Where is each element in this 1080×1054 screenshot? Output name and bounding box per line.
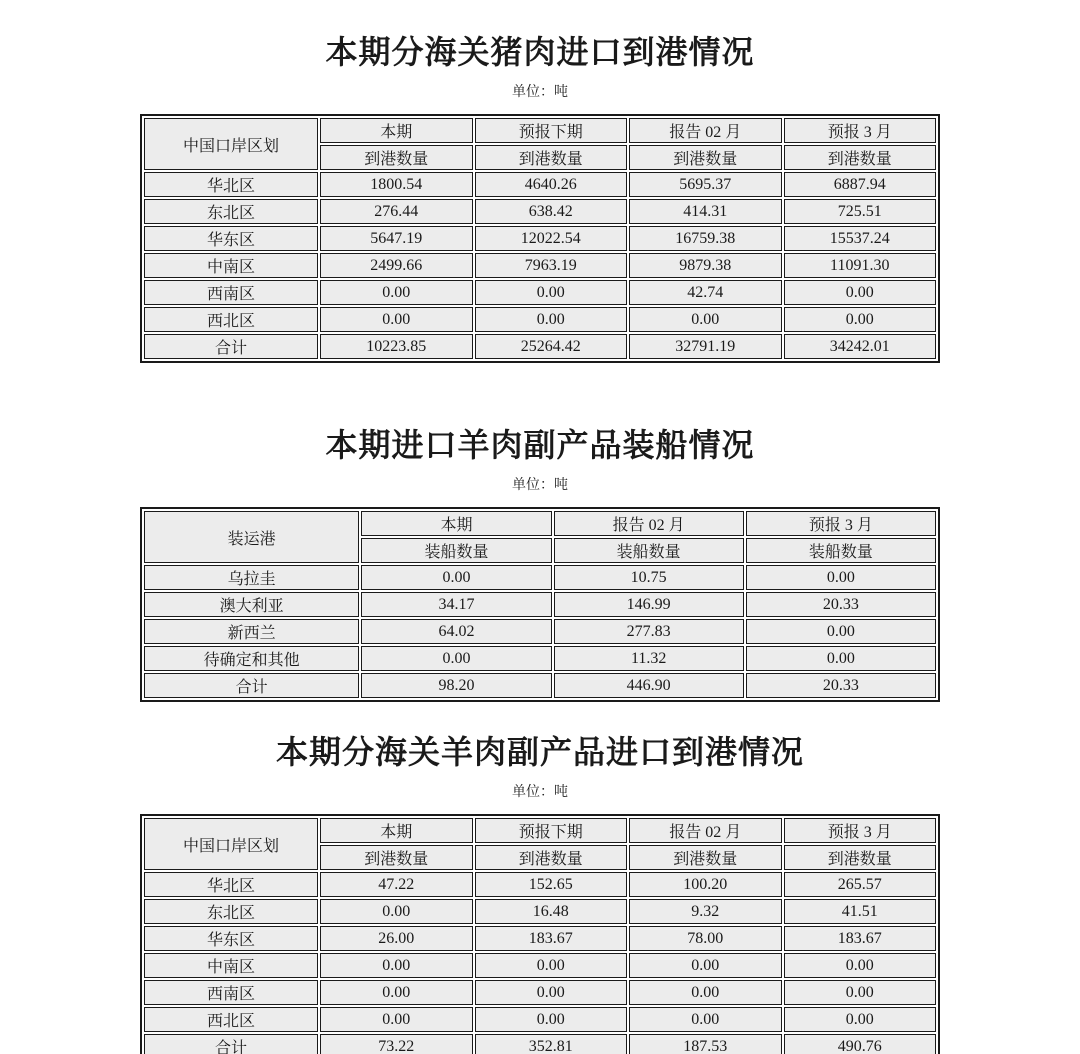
table-row <box>144 646 936 671</box>
value-cell: 0.00 <box>320 1007 472 1032</box>
value-cell: 26.00 <box>320 926 472 951</box>
value-cell: 10.75 <box>554 565 744 590</box>
value-cell: 0.00 <box>784 307 937 332</box>
value-cell: 64.02 <box>361 619 551 644</box>
value-cell: 98.20 <box>361 673 551 698</box>
value-cell: 42.74 <box>629 280 781 305</box>
value-cell: 25264.42 <box>475 334 627 359</box>
value-cell: 11.32 <box>554 646 744 671</box>
table-row <box>144 199 936 224</box>
value-cell: 0.00 <box>475 953 627 978</box>
column-header-cell: 预报 3 月 <box>746 511 936 536</box>
value-cell: 0.00 <box>475 280 627 305</box>
value-cell: 0.00 <box>475 980 627 1005</box>
value-cell: 0.00 <box>475 1007 627 1032</box>
table-row <box>144 592 936 617</box>
table-row <box>144 307 936 332</box>
value-cell: 5647.19 <box>320 226 472 251</box>
document-content <box>140 32 940 1054</box>
column-header-cell: 本期 <box>361 511 551 536</box>
header-row-groups <box>144 818 936 843</box>
sub-header-cell: 到港数量 <box>320 145 472 170</box>
row-label-cell: 合计 <box>144 673 359 698</box>
value-cell: 183.67 <box>475 926 627 951</box>
row-label-cell: 中南区 <box>144 953 318 978</box>
value-cell: 5695.37 <box>629 172 781 197</box>
sub-header-cell: 到港数量 <box>784 845 937 870</box>
row-label-cell: 东北区 <box>144 199 318 224</box>
column-header-cell: 本期 <box>320 818 472 843</box>
value-cell: 47.22 <box>320 872 472 897</box>
value-cell: 414.31 <box>629 199 781 224</box>
row-label-cell: 新西兰 <box>144 619 359 644</box>
value-cell: 10223.85 <box>320 334 472 359</box>
sub-header-cell: 装船数量 <box>554 538 744 563</box>
value-cell: 32791.19 <box>629 334 781 359</box>
value-cell: 0.00 <box>784 280 937 305</box>
value-cell: 0.00 <box>784 953 937 978</box>
total-row <box>144 673 936 698</box>
row-label-cell: 西南区 <box>144 980 318 1005</box>
table-row <box>144 226 936 251</box>
value-cell: 9.32 <box>629 899 781 924</box>
value-cell: 0.00 <box>361 565 551 590</box>
value-cell: 6887.94 <box>784 172 937 197</box>
table-row <box>144 1007 936 1032</box>
row-header-cell: 中国口岸区划 <box>144 118 318 170</box>
table-title: 本期分海关羊肉副产品进口到港情况 <box>275 734 804 770</box>
value-cell: 73.22 <box>320 1034 472 1054</box>
table-title: 本期进口羊肉副产品装船情况 <box>325 427 755 463</box>
value-cell: 490.76 <box>784 1034 937 1054</box>
row-label-cell: 合计 <box>144 334 318 359</box>
value-cell: 12022.54 <box>475 226 627 251</box>
sub-header-cell: 到港数量 <box>475 145 627 170</box>
row-label-cell: 西北区 <box>144 307 318 332</box>
value-cell: 0.00 <box>746 646 936 671</box>
pork-arrival-section <box>140 32 940 363</box>
row-label-cell: 西南区 <box>144 280 318 305</box>
table-row <box>144 280 936 305</box>
row-label-cell: 澳大利亚 <box>144 592 359 617</box>
row-label-cell: 西北区 <box>144 1007 318 1032</box>
row-label-cell: 华北区 <box>144 172 318 197</box>
value-cell: 0.00 <box>320 980 472 1005</box>
value-cell: 100.20 <box>629 872 781 897</box>
value-cell: 0.00 <box>629 1007 781 1032</box>
column-header-cell: 报告 02 月 <box>629 118 781 143</box>
value-cell: 0.00 <box>361 646 551 671</box>
column-header-cell: 预报 3 月 <box>784 118 937 143</box>
value-cell: 265.57 <box>784 872 937 897</box>
header-row-groups <box>144 118 936 143</box>
value-cell: 16.48 <box>475 899 627 924</box>
table-row <box>144 872 936 897</box>
table-row <box>144 172 936 197</box>
row-label-cell: 华东区 <box>144 926 318 951</box>
value-cell: 276.44 <box>320 199 472 224</box>
table-row <box>144 619 936 644</box>
value-cell: 16759.38 <box>629 226 781 251</box>
table-title: 本期分海关猪肉进口到港情况 <box>325 34 755 70</box>
unit-label: 单位：吨 <box>512 85 568 100</box>
value-cell: 0.00 <box>746 619 936 644</box>
value-cell: 1800.54 <box>320 172 472 197</box>
value-cell: 0.00 <box>746 565 936 590</box>
column-header-cell: 报告 02 月 <box>629 818 781 843</box>
column-header-cell: 本期 <box>320 118 472 143</box>
value-cell: 7963.19 <box>475 253 627 278</box>
value-cell: 34242.01 <box>784 334 937 359</box>
sub-header-cell: 到港数量 <box>629 145 781 170</box>
table-row <box>144 926 936 951</box>
row-label-cell: 合计 <box>144 1034 318 1054</box>
row-header-cell: 装运港 <box>144 511 359 563</box>
column-header-cell: 预报下期 <box>475 818 627 843</box>
table-row <box>144 980 936 1005</box>
unit-label: 单位：吨 <box>512 478 568 493</box>
value-cell: 15537.24 <box>784 226 937 251</box>
lamb-byproduct-arrival-section <box>140 732 940 1054</box>
value-cell: 20.33 <box>746 673 936 698</box>
value-cell: 0.00 <box>629 980 781 1005</box>
value-cell: 34.17 <box>361 592 551 617</box>
value-cell: 78.00 <box>629 926 781 951</box>
value-cell: 0.00 <box>320 899 472 924</box>
value-cell: 0.00 <box>629 307 781 332</box>
value-cell: 446.90 <box>554 673 744 698</box>
value-cell: 0.00 <box>784 1007 937 1032</box>
value-cell: 0.00 <box>320 953 472 978</box>
value-cell: 352.81 <box>475 1034 627 1054</box>
row-label-cell: 东北区 <box>144 899 318 924</box>
value-cell: 152.65 <box>475 872 627 897</box>
sub-header-cell: 到港数量 <box>475 845 627 870</box>
value-cell: 0.00 <box>784 980 937 1005</box>
pork-arrival-table <box>140 114 940 363</box>
sub-header-cell: 装船数量 <box>361 538 551 563</box>
value-cell: 0.00 <box>320 280 472 305</box>
column-header-cell: 预报下期 <box>475 118 627 143</box>
row-label-cell: 华东区 <box>144 226 318 251</box>
value-cell: 277.83 <box>554 619 744 644</box>
value-cell: 4640.26 <box>475 172 627 197</box>
value-cell: 146.99 <box>554 592 744 617</box>
sub-header-cell: 装船数量 <box>746 538 936 563</box>
lamb-byproduct-shipment-section <box>140 425 940 702</box>
unit-label: 单位：吨 <box>512 785 568 800</box>
column-header-cell: 报告 02 月 <box>554 511 744 536</box>
sub-header-cell: 到港数量 <box>784 145 937 170</box>
sub-header-cell: 到港数量 <box>320 845 472 870</box>
row-label-cell: 华北区 <box>144 872 318 897</box>
value-cell: 0.00 <box>320 307 472 332</box>
column-header-cell: 预报 3 月 <box>784 818 937 843</box>
value-cell: 41.51 <box>784 899 937 924</box>
value-cell: 0.00 <box>629 953 781 978</box>
lamb-byproduct-arrival-table <box>140 814 940 1054</box>
total-row <box>144 1034 936 1054</box>
header-row-groups <box>144 511 936 536</box>
table-row <box>144 899 936 924</box>
value-cell: 638.42 <box>475 199 627 224</box>
table-row <box>144 565 936 590</box>
lamb-byproduct-shipment-table <box>140 507 940 702</box>
row-header-cell: 中国口岸区划 <box>144 818 318 870</box>
row-label-cell: 待确定和其他 <box>144 646 359 671</box>
value-cell: 725.51 <box>784 199 937 224</box>
table-row <box>144 953 936 978</box>
value-cell: 11091.30 <box>784 253 937 278</box>
value-cell: 9879.38 <box>629 253 781 278</box>
row-label-cell: 中南区 <box>144 253 318 278</box>
row-label-cell: 乌拉圭 <box>144 565 359 590</box>
value-cell: 2499.66 <box>320 253 472 278</box>
value-cell: 0.00 <box>475 307 627 332</box>
value-cell: 187.53 <box>629 1034 781 1054</box>
value-cell: 20.33 <box>746 592 936 617</box>
table-row <box>144 253 936 278</box>
value-cell: 183.67 <box>784 926 937 951</box>
total-row <box>144 334 936 359</box>
sub-header-cell: 到港数量 <box>629 845 781 870</box>
